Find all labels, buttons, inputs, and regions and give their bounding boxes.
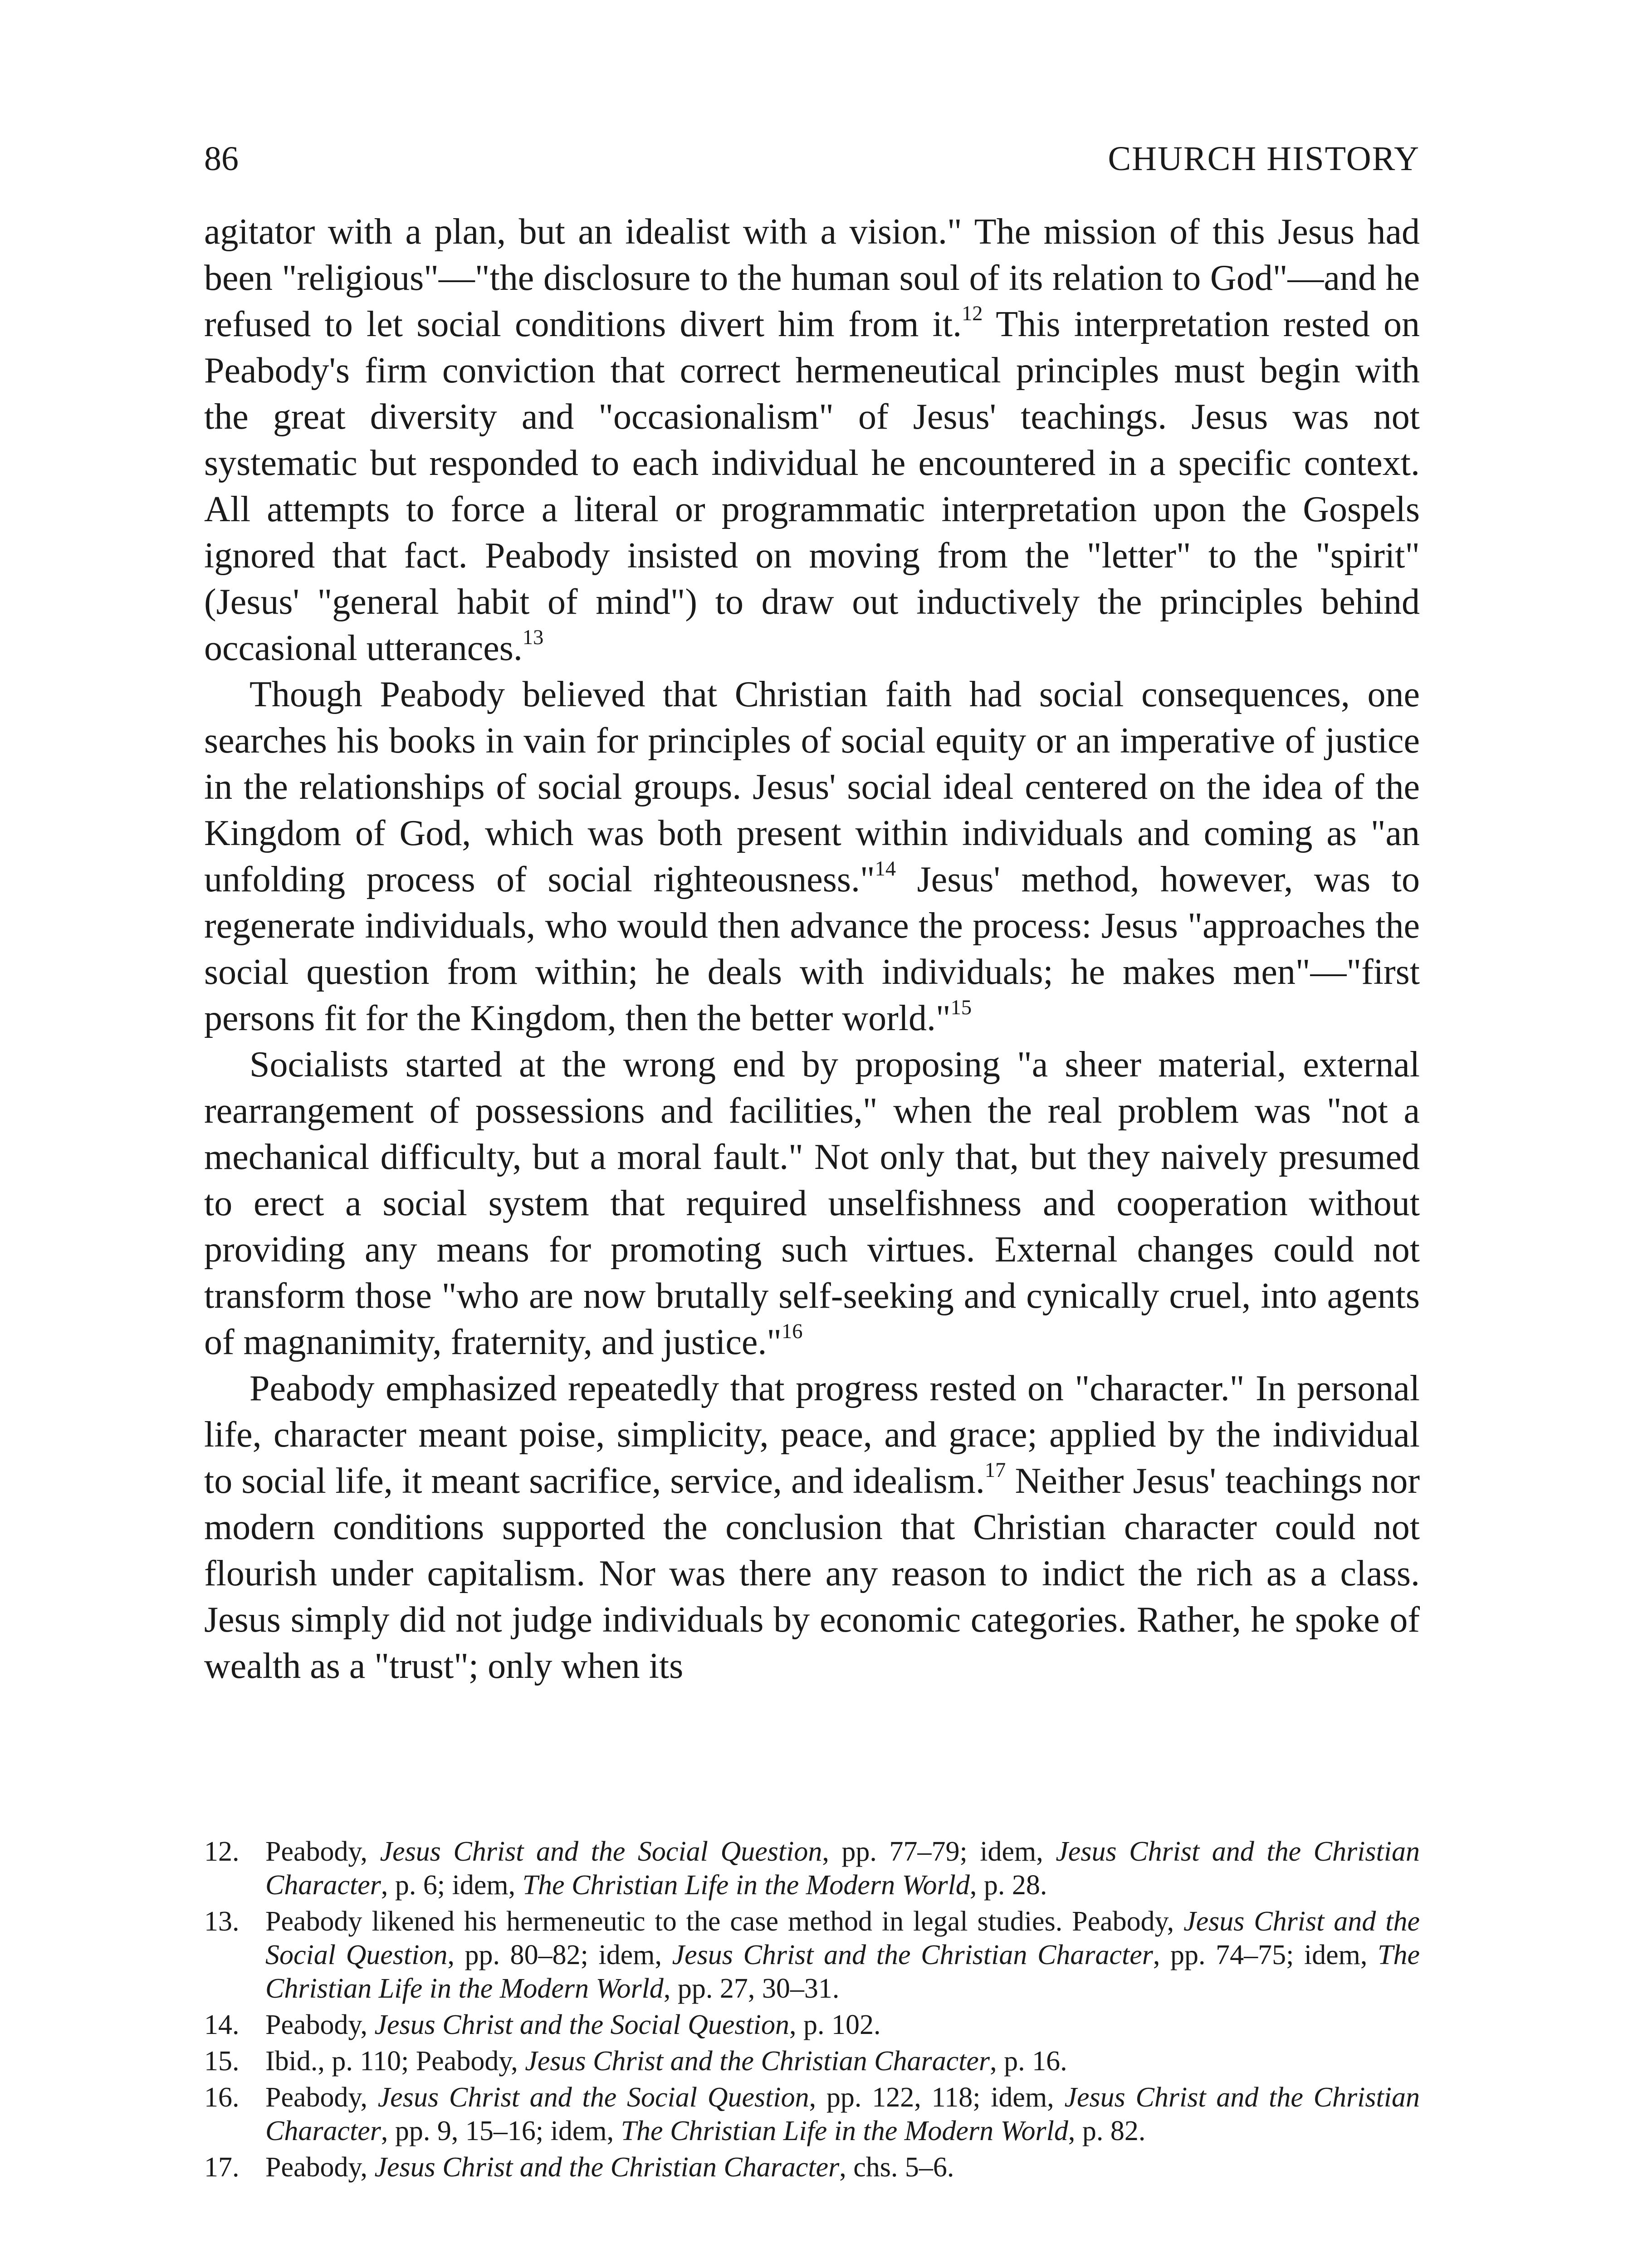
footnotes (204, 1835, 1420, 2187)
footnote-text: , pp. 80–82; idem, (447, 1940, 672, 1970)
running-head (204, 136, 1420, 181)
footnote-title: Jesus Christ and the Christian Character (672, 1940, 1153, 1970)
footnote-text: , chs. 5–6. (839, 2152, 954, 2183)
footnote-title: Jesus Christ and the Christian Character (525, 2046, 990, 2077)
paragraph-3 (204, 1041, 1420, 1365)
footnote-text: , p. 6; idem, (381, 1870, 523, 1901)
paragraph-1 (204, 209, 1420, 671)
footnote-text: , p. 16. (990, 2046, 1067, 2077)
footnote-text: Peabody, (265, 1836, 380, 1867)
footnote-text: Peabody, (265, 2082, 378, 2113)
footnote-ref-12[interactable]: 12 (962, 302, 983, 326)
footnote-ref-16[interactable]: 16 (782, 1320, 803, 1344)
footnote-text: Peabody likened his hermeneutic to the case method in legal studies. Peabody, (265, 1906, 1184, 1937)
footnote-text: , p. 82. (1068, 2116, 1146, 2146)
footnote-ref-15[interactable]: 15 (950, 996, 972, 1020)
paragraph-3-text-a: Socialists started at the wrong end by proposing "a sheer material, external rearrangement of possessions and facilities," when the real problem was "not a mechanical difficulty, but a moral fault." Not only that, but they naively presumed to erect a social system that required unselfishness and cooperation without providing any means for promoting such virtues. External changes could not transform those "who are now brutally self-seeking and cynically cruel, into agents of magnanimity, fraternity, and justice." (204, 1045, 1420, 1362)
footnote-title: The Christian Life in the Modern World (265, 1940, 1420, 2004)
footnote-title: Jesus Christ and the Christian Character (265, 2082, 1420, 2146)
footnote-text: , p. 102. (789, 2009, 881, 2040)
footnote-text: , pp. 27, 30–31. (663, 1973, 840, 2004)
footnote-title: Jesus Christ and the Social Question (377, 2082, 809, 2113)
footnote-number: 15. (204, 2046, 240, 2077)
paragraph-4-text-b: Neither Jesus' teachings nor modern conditions supported the conclusion that Christian character could not flourish under capitalism. Nor was there any reason to indict the rich as a class. Jesus simply did not judge individuals by economic categories. Rather, he spoke of wealth as a "trust"; only when its (204, 1461, 1420, 1686)
footnote-number: 12. (204, 1836, 240, 1867)
paragraph-1-text-a: agitator with a plan, but an idealist with a vision." The mission of this Jesus had been "religious"—"the disclosure to the human soul of its relation to God"—and he refused to let social conditions divert him from it. (204, 212, 1420, 344)
footnote-number: 16. (204, 2082, 240, 2113)
footnote (204, 2151, 1420, 2184)
journal-title: CHURCH HISTORY (1108, 140, 1420, 178)
footnote-title: Jesus Christ and the Social Question (265, 1906, 1420, 1970)
paragraph-1-text-b: This interpretation rested on Peabody's firm conviction that correct hermeneutical principles must begin with the great diversity and "occasionalism" of Jesus' teachings. Jesus was not systematic but responded to each individual he encountered in a specific context. All attempts to force a literal or programmatic interpretation upon the Gospels ignored that fact. Peabody insisted on moving from the "letter" to the "spirit" (Jesus' "general habit of mind") to draw out inductively the principles behind occasional utterances. (204, 304, 1420, 668)
paragraph-4-text-a: Peabody emphasized repeatedly that progress rested on "character." In personal life, character meant poise, simplicity, peace, and grace; applied by the individual to social life, it meant sacrifice, service, and idealism. (204, 1369, 1420, 1501)
footnote-text: Peabody, (265, 2009, 375, 2040)
footnote-ref-17[interactable]: 17 (984, 1459, 1006, 1482)
footnote-text: Peabody, (265, 2152, 375, 2183)
footnote-number: 13. (204, 1906, 240, 1937)
footnote (204, 2044, 1420, 2078)
footnote (204, 2008, 1420, 2042)
footnote-text: , pp. 77–79; idem, (822, 1836, 1056, 1867)
footnote-text: , pp. 9, 15–16; idem, (381, 2116, 621, 2146)
paragraph-2-text-a: Though Peabody believed that Christian faith had social consequences, one searches his books in vain for principles of social equity or an imperative of justice in the relationships of social groups. Jesus' social ideal centered on the idea of the Kingdom of God, which was both present within individuals and coming as "an unfolding process of social righteousness." (204, 675, 1420, 899)
footnote-text: , pp. 122, 118; idem, (809, 2082, 1065, 2113)
footnote-number: 14. (204, 2009, 240, 2040)
body-text (204, 209, 1420, 1689)
footnote-title: Jesus Christ and the Christian Character (374, 2152, 840, 2183)
paragraph-2-text-b: Jesus' method, however, was to regenerate individuals, who would then advance the process: Jesus "approaches the social question from within; he deals with individuals; he makes men"—"first persons fit for the Kingdom, then the better world." (204, 860, 1420, 1038)
footnote-title: Jesus Christ and the Christian Character (265, 1836, 1420, 1901)
footnote-ref-13[interactable]: 13 (522, 626, 544, 650)
footnote-title: The Christian Life in the Modern World (522, 1870, 970, 1901)
footnote-ref-14[interactable]: 14 (875, 857, 896, 881)
footnote (204, 1835, 1420, 1902)
footnote-text: , pp. 74–75; idem, (1153, 1940, 1378, 1970)
footnote-title: The Christian Life in the Modern World (621, 2116, 1068, 2146)
paragraph-4 (204, 1365, 1420, 1689)
paragraph-2 (204, 671, 1420, 1041)
footnote-text: Ibid., p. 110; Peabody, (265, 2046, 525, 2077)
footnote-title: Jesus Christ and the Social Question (380, 1836, 822, 1867)
footnote (204, 2081, 1420, 2148)
page-number: 86 (204, 140, 239, 178)
footnote (204, 1905, 1420, 2005)
footnote-title: Jesus Christ and the Social Question (374, 2009, 789, 2040)
footnote-text: , p. 28. (969, 1870, 1047, 1901)
footnote-number: 17. (204, 2152, 240, 2183)
